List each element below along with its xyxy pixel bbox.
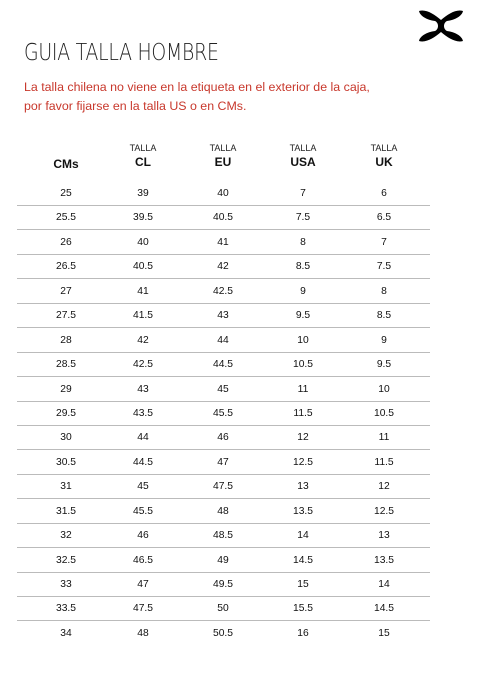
cell-uk: 7 bbox=[381, 236, 387, 248]
cell-cms: 29.5 bbox=[55, 407, 77, 419]
cell-cms: 32 bbox=[60, 530, 72, 542]
cell-cms: 29 bbox=[60, 383, 72, 395]
header-cl: CL bbox=[135, 155, 151, 169]
cell-uk: 7.5 bbox=[376, 261, 392, 273]
cell-usa: 10 bbox=[297, 334, 309, 346]
cell-cms: 26 bbox=[60, 236, 72, 248]
cell-cl: 41 bbox=[137, 285, 149, 297]
cell-uk: 11.5 bbox=[374, 456, 394, 468]
table-row bbox=[0, 499, 480, 523]
cell-usa: 7 bbox=[300, 188, 306, 199]
cell-eu: 47 bbox=[217, 456, 229, 468]
cell-uk: 14.5 bbox=[373, 603, 395, 615]
cell-eu: 42.5 bbox=[212, 285, 234, 297]
cell-usa: 8.5 bbox=[295, 261, 311, 273]
cell-cms: 31 bbox=[60, 481, 72, 493]
header-top-usa: TALLA bbox=[289, 143, 317, 153]
cell-uk: 14 bbox=[378, 579, 390, 590]
cell-cl: 42.5 bbox=[132, 359, 154, 371]
cell-uk: 10 bbox=[378, 383, 390, 395]
cell-usa: 15.5 bbox=[292, 603, 314, 615]
cell-uk: 12 bbox=[378, 481, 390, 493]
cell-eu: 45 bbox=[217, 383, 229, 395]
cell-eu: 40 bbox=[217, 188, 229, 199]
table-row bbox=[0, 279, 480, 303]
cell-usa: 9.5 bbox=[295, 310, 311, 322]
cell-eu: 40.5 bbox=[212, 212, 234, 224]
table-row bbox=[0, 205, 480, 229]
cell-cl: 43 bbox=[137, 383, 149, 395]
header-eu: EU bbox=[214, 155, 232, 169]
table-row bbox=[0, 523, 480, 547]
cell-usa: 9 bbox=[300, 285, 306, 297]
cell-cms: 33 bbox=[60, 579, 72, 590]
cell-usa: 7.5 bbox=[295, 212, 311, 224]
cell-cms: 25.5 bbox=[55, 212, 77, 224]
cell-cms: 30 bbox=[60, 432, 72, 444]
cell-cl: 43.5 bbox=[132, 407, 154, 419]
cell-cms: 34 bbox=[60, 627, 72, 639]
table-row bbox=[0, 548, 480, 572]
cell-eu: 48 bbox=[217, 505, 229, 517]
size-note-line-2: por favor fijarse en la talla US o en CMs. bbox=[24, 99, 247, 113]
cell-cms: 30.5 bbox=[55, 456, 77, 468]
cell-usa: 12.5 bbox=[292, 456, 314, 468]
cell-cl: 47 bbox=[137, 579, 149, 590]
cell-usa: 13 bbox=[297, 481, 309, 493]
size-table-body bbox=[0, 181, 480, 645]
header-top-eu: TALLA bbox=[209, 143, 237, 153]
cell-eu: 44 bbox=[217, 334, 229, 346]
cell-usa: 15 bbox=[297, 579, 309, 590]
table-row bbox=[0, 474, 480, 498]
cell-usa: 8 bbox=[300, 236, 306, 248]
table-row bbox=[0, 230, 480, 254]
brand-logo-icon bbox=[417, 10, 465, 42]
table-row bbox=[0, 352, 480, 376]
table-row bbox=[0, 328, 480, 352]
cell-cl: 48 bbox=[137, 627, 149, 639]
cell-usa: 16 bbox=[297, 627, 309, 639]
header-top-cl: TALLA bbox=[129, 143, 157, 153]
cell-uk: 11 bbox=[378, 432, 390, 444]
table-row bbox=[0, 621, 480, 645]
cell-usa: 14 bbox=[297, 530, 309, 542]
cell-eu: 50.5 bbox=[212, 627, 234, 639]
cell-usa: 11 bbox=[297, 383, 309, 395]
cell-uk: 15 bbox=[378, 627, 390, 639]
cell-cl: 39 bbox=[137, 188, 149, 199]
cell-cms: 27 bbox=[60, 285, 72, 297]
cell-eu: 50 bbox=[217, 603, 229, 615]
cell-eu: 46 bbox=[217, 432, 229, 444]
table-row bbox=[0, 596, 480, 620]
table-row bbox=[0, 377, 480, 401]
header-uk: UK bbox=[375, 155, 393, 169]
cell-cms: 27.5 bbox=[55, 310, 77, 322]
table-row bbox=[0, 450, 480, 474]
cell-uk: 13.5 bbox=[373, 554, 395, 566]
table-row bbox=[0, 425, 480, 449]
cell-eu: 49.5 bbox=[212, 579, 234, 590]
table-row bbox=[0, 401, 480, 425]
cell-eu: 41 bbox=[217, 236, 229, 248]
cell-cms: 32.5 bbox=[55, 554, 77, 566]
cell-cl: 45.5 bbox=[132, 505, 154, 517]
cell-cl: 44 bbox=[137, 432, 149, 444]
cell-usa: 10.5 bbox=[292, 359, 314, 371]
cell-usa: 13.5 bbox=[292, 505, 314, 517]
cell-cms: 31.5 bbox=[55, 505, 77, 517]
cell-cms: 28.5 bbox=[55, 359, 77, 371]
cell-uk: 6.5 bbox=[376, 212, 392, 224]
size-note bbox=[24, 78, 464, 116]
cell-cl: 46 bbox=[137, 530, 149, 542]
cell-cms: 33.5 bbox=[55, 603, 77, 615]
header-usa: USA bbox=[290, 155, 316, 169]
cell-eu: 47.5 bbox=[212, 481, 234, 493]
page-title: GUIA TALLA HOMBRE bbox=[24, 40, 219, 66]
cell-eu: 44.5 bbox=[212, 359, 234, 371]
cell-cms: 26.5 bbox=[55, 261, 77, 273]
cell-uk: 9 bbox=[381, 334, 387, 346]
cell-uk: 8 bbox=[381, 285, 387, 297]
table-row bbox=[0, 303, 480, 327]
header-top-uk: TALLA bbox=[370, 143, 398, 153]
cell-cl: 46.5 bbox=[132, 554, 154, 566]
table-row bbox=[0, 181, 480, 205]
cell-cl: 44.5 bbox=[132, 456, 154, 468]
cell-cl: 40 bbox=[137, 236, 149, 248]
cell-cl: 47.5 bbox=[132, 603, 154, 615]
cell-eu: 45.5 bbox=[212, 407, 234, 419]
cell-uk: 6 bbox=[381, 188, 387, 199]
header-cms: CMs bbox=[53, 157, 79, 171]
cell-eu: 42 bbox=[217, 261, 229, 273]
cell-uk: 8.5 bbox=[376, 310, 392, 322]
cell-eu: 43 bbox=[217, 310, 229, 322]
cell-uk: 10.5 bbox=[373, 407, 395, 419]
cell-usa: 14.5 bbox=[292, 554, 314, 566]
cell-cms: 25 bbox=[60, 188, 72, 199]
cell-usa: 12 bbox=[297, 432, 309, 444]
size-note-line-1: La talla chilena no viene en la etiqueta en el exterior de la caja, bbox=[24, 80, 370, 94]
cell-cl: 45 bbox=[137, 481, 149, 493]
cell-eu: 48.5 bbox=[212, 530, 234, 542]
cell-uk: 12.5 bbox=[373, 505, 395, 517]
cell-eu: 49 bbox=[217, 554, 229, 566]
cell-cms: 28 bbox=[60, 334, 72, 346]
table-row bbox=[0, 254, 480, 278]
cell-uk: 9.5 bbox=[376, 359, 392, 371]
cell-cl: 42 bbox=[137, 334, 149, 346]
cell-cl: 39.5 bbox=[132, 212, 154, 224]
cell-cl: 40.5 bbox=[132, 261, 154, 273]
cell-cl: 41.5 bbox=[132, 310, 154, 322]
cell-uk: 13 bbox=[378, 530, 390, 542]
cell-usa: 11.5 bbox=[293, 407, 313, 419]
table-row bbox=[0, 572, 480, 596]
